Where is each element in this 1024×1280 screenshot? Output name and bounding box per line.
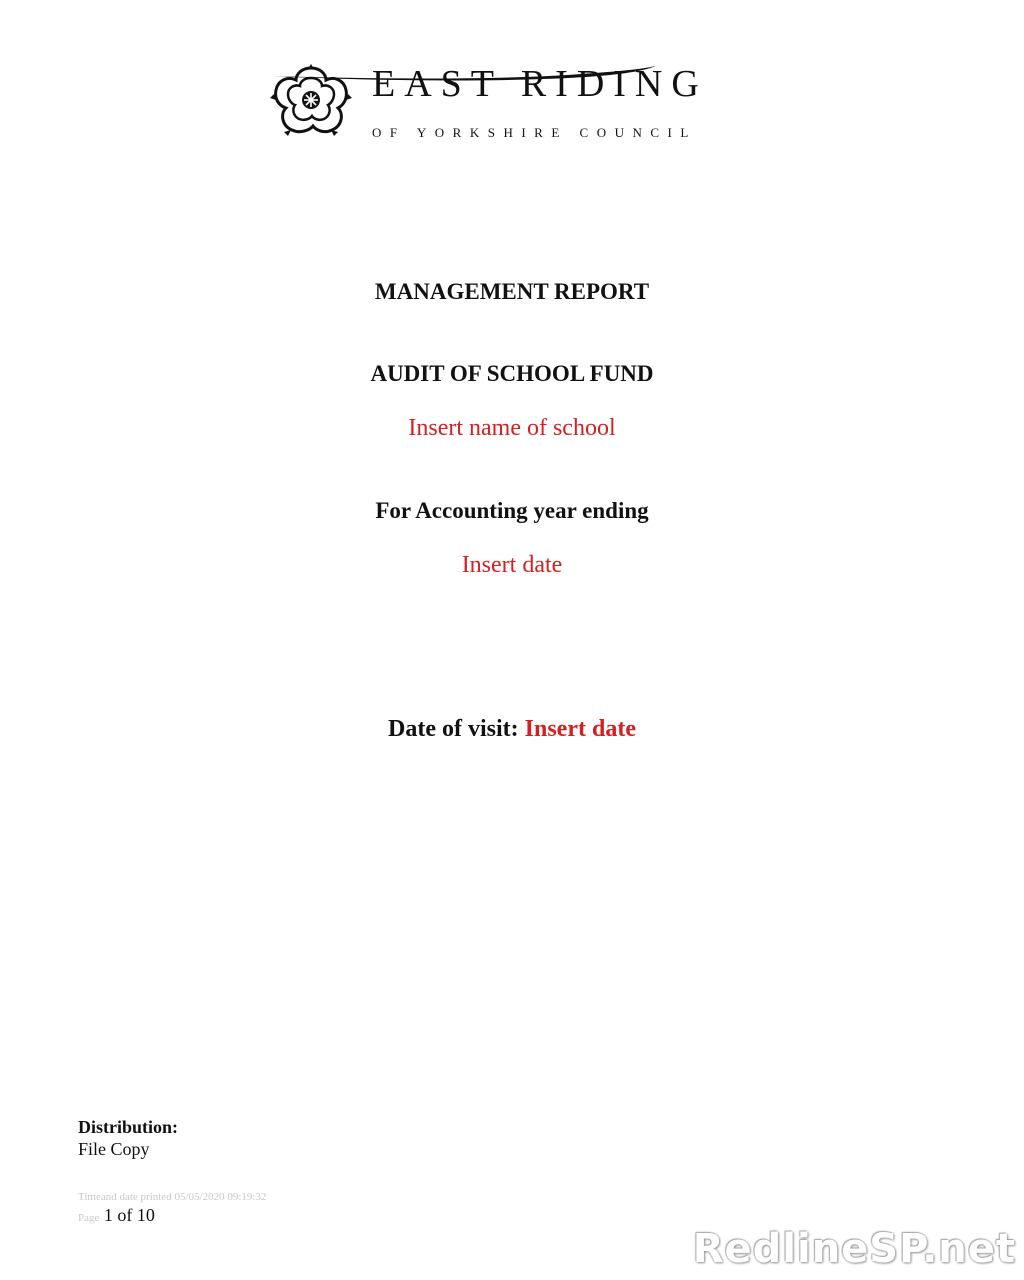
page-number (78, 1205, 155, 1226)
page-label: Page (78, 1212, 100, 1224)
visit-date-placeholder: Insert date (524, 716, 636, 742)
page-current: 1 (103, 1205, 113, 1225)
distribution-item: File Copy (78, 1139, 150, 1159)
distribution-block (78, 1116, 178, 1160)
council-logo (268, 64, 758, 146)
visit-date-line (0, 716, 1024, 743)
school-name-placeholder: Insert name of school (408, 415, 616, 441)
report-subtitle: AUDIT OF SCHOOL FUND (370, 361, 654, 386)
distribution-heading: Distribution: (78, 1117, 179, 1137)
logo-swoosh (268, 64, 660, 82)
logo-name-bottom: OF YORKSHIRE COUNCIL (372, 125, 697, 140)
printed-label: Timeand date printed (78, 1191, 172, 1203)
visit-date-label: Date of visit: (388, 716, 519, 742)
accounting-year-label: For Accounting year ending (375, 498, 649, 523)
printed-timestamp (78, 1191, 266, 1203)
page-total: of 10 (117, 1205, 155, 1225)
report-title: MANAGEMENT REPORT (374, 279, 650, 304)
site-watermark: RedlineSP.net (692, 1226, 1016, 1272)
printed-value: 05/05/2020 09:19:32 (174, 1191, 267, 1203)
accounting-year-placeholder: Insert date (461, 552, 563, 578)
logo-name-top: EAST RIDING (372, 63, 708, 105)
